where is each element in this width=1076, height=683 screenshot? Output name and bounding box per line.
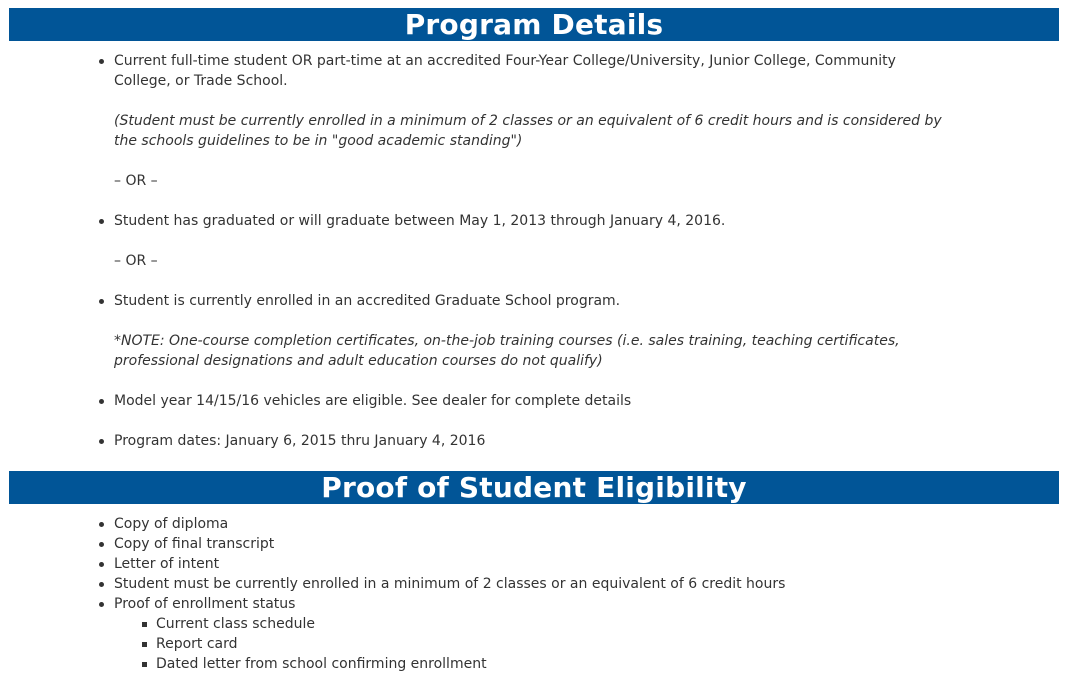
list-item-text: Student is currently enrolled in an accredited Graduate School program. (114, 293, 621, 309)
list-item: Student must be currently enrolled in a minimum of 2 classes or an equivalent of 6 credit hours (114, 574, 954, 594)
list-item (114, 391, 954, 411)
list-item-text: Student has graduated or will graduate between May 1, 2013 through January 4, 2016. (114, 213, 726, 229)
program-details-list (114, 51, 954, 451)
list-item-note: *NOTE: One-course completion certificates, on-the-job training courses (i.e. sales training, teaching certificates, professional designations and adult education courses do not qualify) (114, 333, 900, 369)
list-item (114, 594, 954, 674)
list-item-note: (Student must be currently enrolled in a minimum of 2 classes or an equivalent of 6 credit hours and is considered by the schools guidelines to be in "good academic standing") (114, 113, 942, 149)
list-item-text: Model year 14/15/16 vehicles are eligible. See dealer for complete details (114, 393, 632, 409)
sublist-item: Current class schedule (156, 614, 996, 634)
list-item-text: Program dates: January 6, 2015 thru January 4, 2016 (114, 433, 486, 449)
list-item (114, 51, 954, 191)
proof-of-eligibility-list (114, 514, 954, 674)
list-item (114, 211, 954, 271)
or-separator: – OR – (114, 253, 158, 269)
list-item: Copy of final transcript (114, 534, 954, 554)
list-item (114, 431, 954, 451)
list-item: Copy of diploma (114, 514, 954, 534)
sublist-item: Dated letter from school confirming enrollment (156, 654, 996, 674)
list-item (114, 291, 954, 371)
enrollment-status-sublist (156, 614, 996, 674)
list-item-text: Proof of enrollment status (114, 596, 296, 612)
sublist-item: Report card (156, 634, 996, 654)
or-separator: – OR – (114, 173, 158, 189)
program-details-heading: Program Details (9, 8, 1059, 41)
proof-of-eligibility-heading: Proof of Student Eligibility (9, 471, 1059, 504)
list-item-text: Current full-time student OR part-time at an accredited Four-Year College/University, Junior College, Community College, or Trade School. (114, 53, 896, 89)
list-item: Letter of intent (114, 554, 954, 574)
